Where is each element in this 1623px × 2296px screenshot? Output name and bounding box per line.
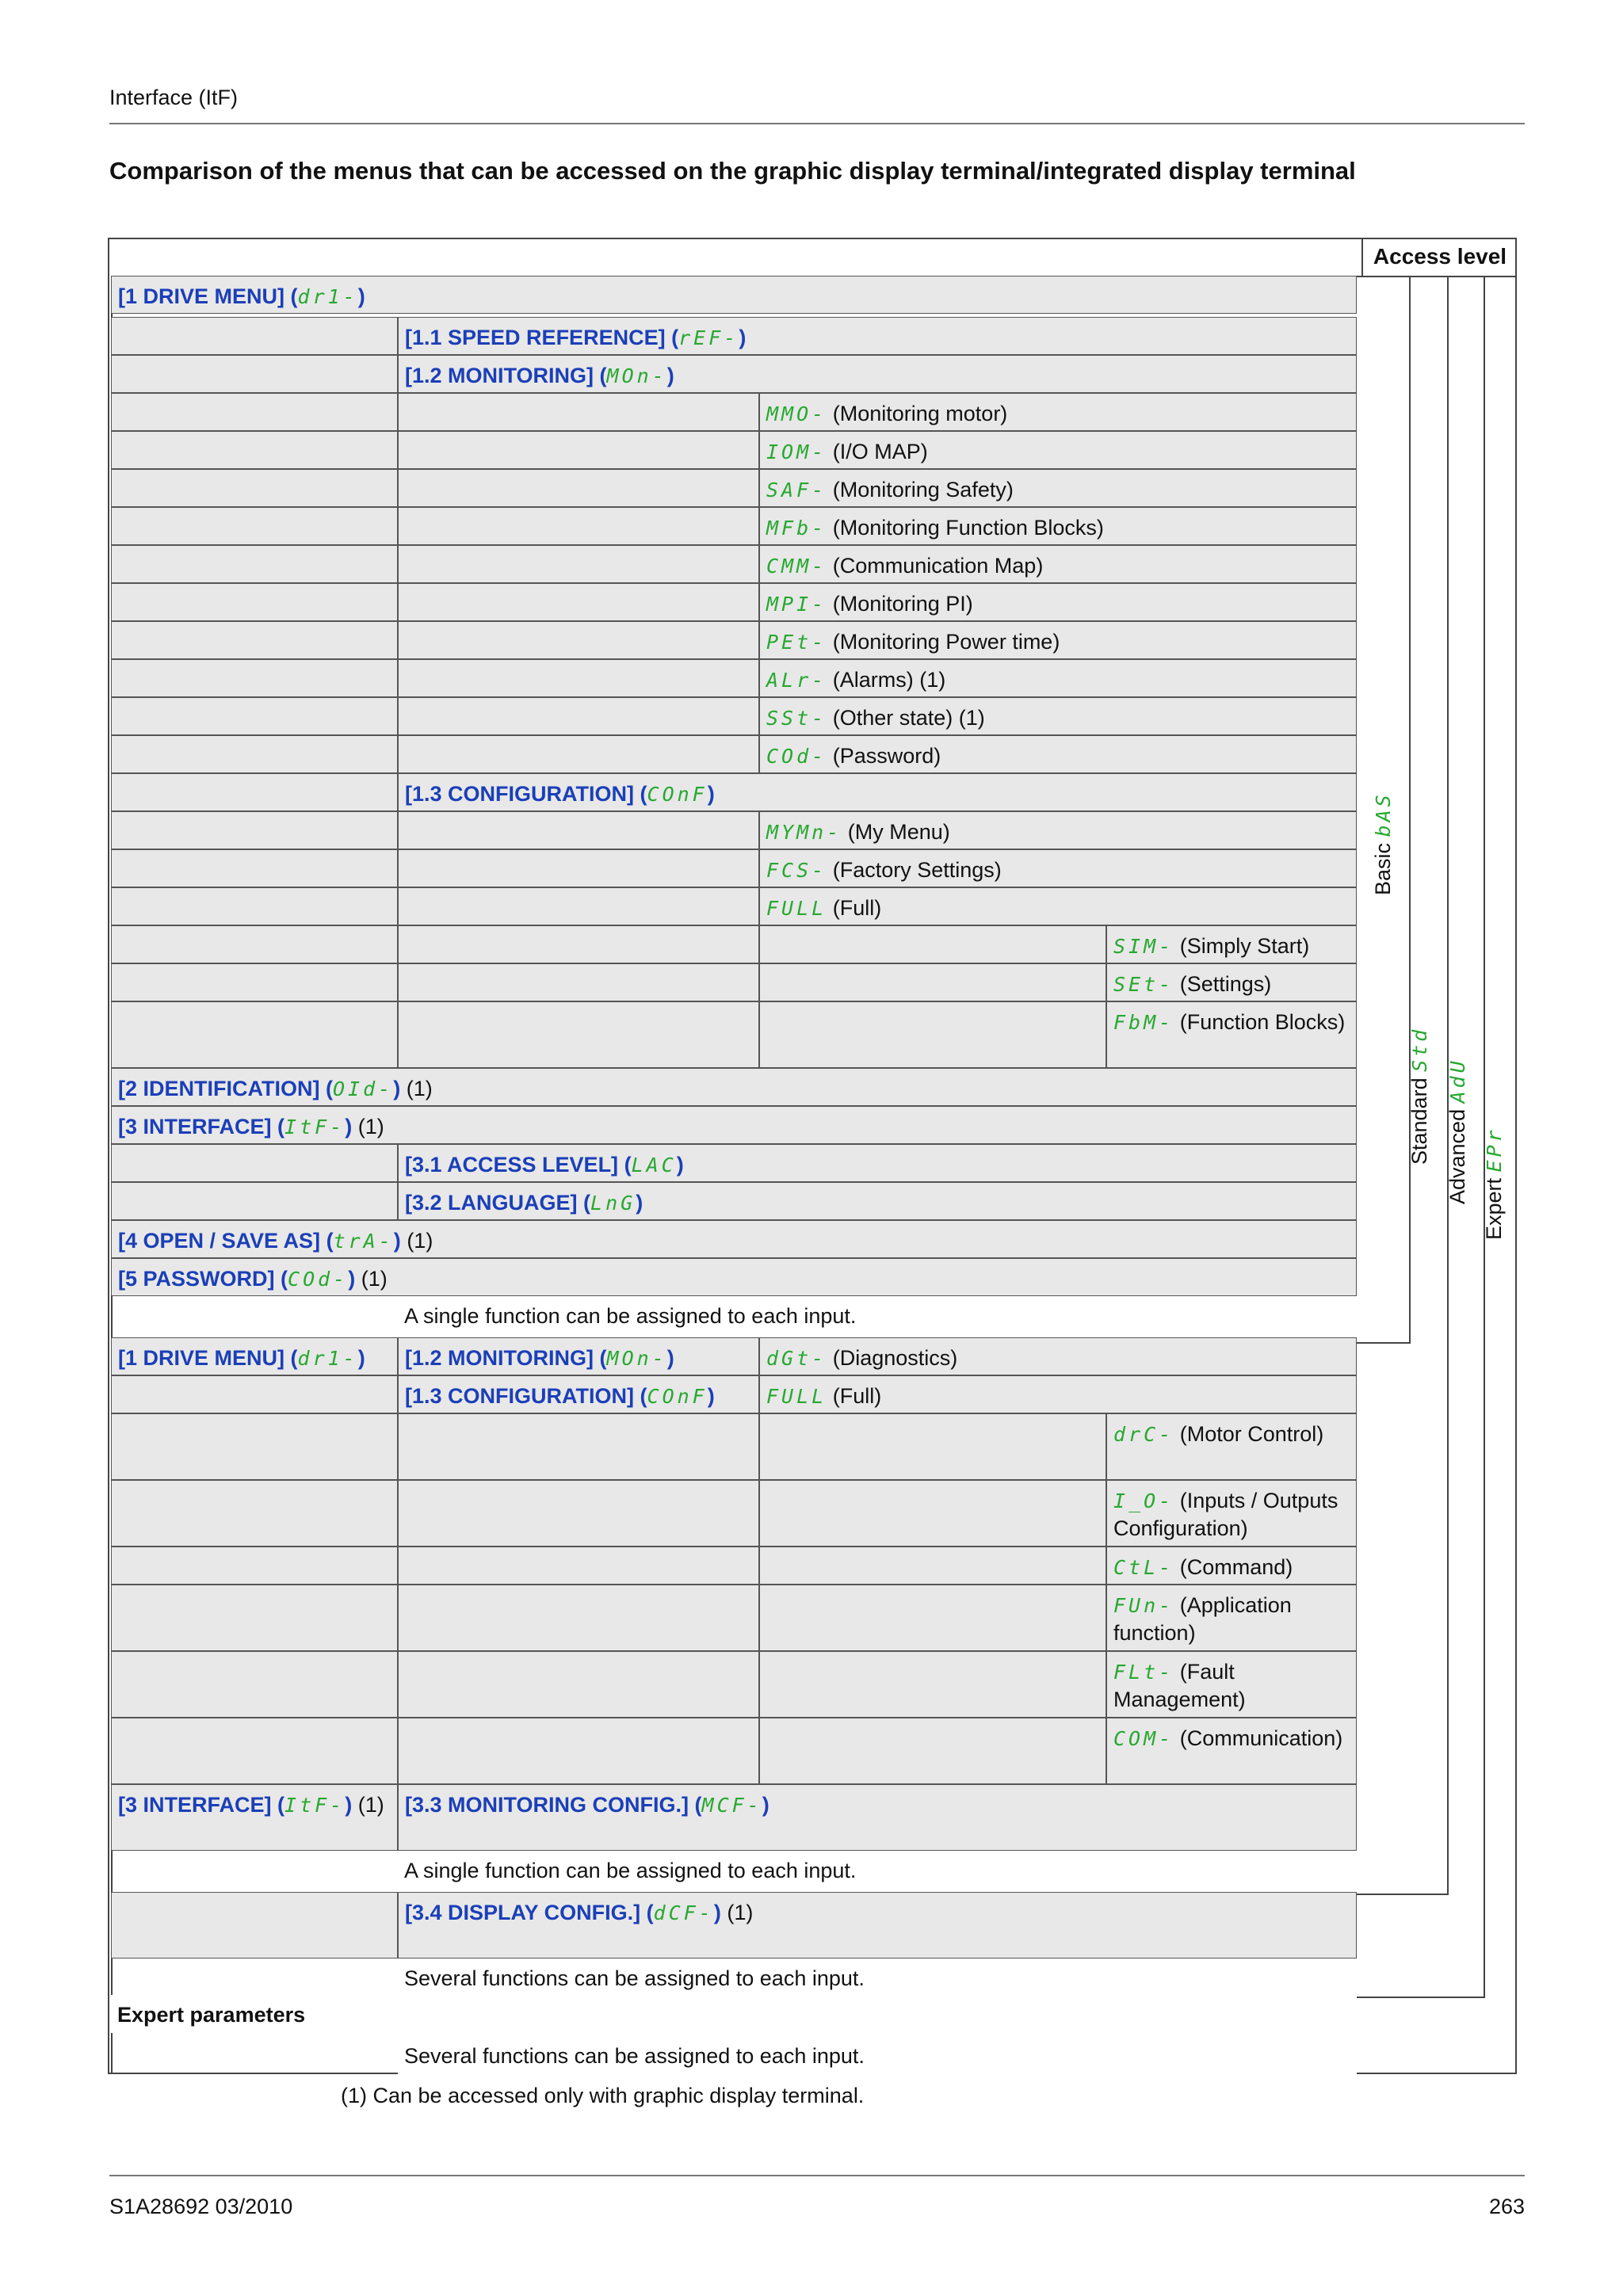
empty-cell (111, 1480, 398, 1547)
table-cell (759, 621, 1357, 659)
table-cell: [3 INTERFACE] (ItF-) (1) (111, 1784, 398, 1851)
menu-code: FLt- (1113, 1661, 1174, 1684)
empty-cell (111, 1375, 398, 1413)
table-cell (759, 811, 1357, 849)
menu-code: ItF- (285, 1794, 346, 1817)
table-cell (759, 545, 1357, 583)
table-cell: [3.3 MONITORING CONFIG.] (MCF-) (398, 1784, 1357, 1851)
footnote-ref: (1) (357, 1115, 384, 1138)
empty-cell (111, 963, 398, 1001)
menu-description: (Function Blocks) (1179, 1010, 1346, 1034)
menu-title: [1 DRIVE MENU] (118, 1346, 285, 1370)
menu-code: SIM- (1113, 935, 1174, 958)
menu-description: (Monitoring Function Blocks) (832, 516, 1104, 540)
empty-cell (398, 659, 759, 697)
menu-code: drC- (1113, 1423, 1174, 1446)
page-title: Comparison of the menus that can be accessed on the graphic display terminal/integrated display terminal (109, 157, 1356, 185)
table-cell (759, 583, 1357, 621)
empty-cell (759, 1547, 1106, 1585)
empty-cell (111, 1547, 398, 1585)
menu-code: LnG (590, 1192, 636, 1215)
level-label-basic: Basic bAS (1371, 791, 1395, 895)
document-id: S1A28692 03/2010 (109, 2195, 293, 2218)
empty-cell (759, 1413, 1106, 1480)
menu-code: FUn- (1113, 1594, 1174, 1617)
table-cell (1106, 1547, 1357, 1585)
menu-code: MYMn- (766, 821, 842, 844)
table-cell (759, 849, 1357, 887)
row-text: Several functions can be assigned to each input. (404, 2044, 865, 2068)
table-cell (1106, 963, 1357, 1001)
empty-cell (111, 811, 398, 849)
menu-title: [5 PASSWORD] (118, 1267, 275, 1291)
menu-code: MOn- (606, 364, 667, 387)
empty-cell (111, 393, 398, 431)
menu-code: rEF- (678, 326, 739, 349)
menu-description: (Alarms) (1) (832, 668, 946, 692)
table-cell: [3.1 ACCESS LEVEL] (LAC) (398, 1144, 1357, 1182)
menu-code: COnF (647, 783, 708, 806)
menu-description: (Simply Start) (1179, 934, 1310, 958)
menu-code: MCF- (701, 1794, 762, 1817)
menu-code: dr1- (297, 1347, 358, 1370)
empty-cell (398, 545, 759, 583)
menu-description: (Monitoring PI) (832, 592, 973, 616)
menu-code: COM- (1113, 1727, 1174, 1750)
header-divider (109, 123, 1525, 124)
level-label-expert: Expert EPr (1482, 1127, 1506, 1240)
empty-cell (111, 925, 398, 963)
empty-cell (398, 887, 759, 925)
menu-code: COd- (288, 1268, 349, 1291)
menu-title: [3.4 DISPLAY CONFIG.] (405, 1901, 641, 1924)
table-cell: [1.1 SPEED REFERENCE] (rEF-) (398, 317, 1357, 355)
table-cell (1106, 1001, 1357, 1068)
menu-description: (Full) (832, 896, 882, 920)
footer-divider (109, 2175, 1525, 2176)
menu-description: (Factory Settings) (832, 858, 1002, 882)
table-cell (111, 1995, 1357, 2033)
empty-cell (398, 431, 759, 469)
access-level-header: Access level (1361, 238, 1517, 276)
level-label-standard: Standard Std (1407, 1026, 1431, 1165)
menu-code: COnF (647, 1385, 708, 1408)
menu-code: OId- (333, 1077, 394, 1100)
menu-code: ALr- (766, 669, 827, 692)
menu-description: (My Menu) (847, 820, 950, 844)
empty-cell (398, 925, 759, 963)
menu-title: [4 OPEN / SAVE AS] (118, 1229, 321, 1253)
empty-cell (111, 849, 398, 887)
empty-cell (398, 393, 759, 431)
table-cell (759, 887, 1357, 925)
row-text: A single function can be assigned to each input. (404, 1304, 857, 1328)
table-cell (1106, 1651, 1357, 1718)
empty-cell (111, 1718, 398, 1784)
table-cell: [3.4 DISPLAY CONFIG.] (dCF-) (1) (398, 1892, 1357, 1958)
table-cell (759, 1375, 1357, 1413)
table-cell: [3 INTERFACE] (ItF-) (1) (111, 1106, 1357, 1144)
menu-code: I_O- (1113, 1489, 1174, 1512)
footnote-ref: (1) (406, 1077, 433, 1100)
empty-cell (111, 507, 398, 545)
table-cell (759, 393, 1357, 431)
menu-code: FULL (766, 897, 827, 920)
menu-code: COd- (766, 745, 827, 768)
empty-cell (759, 1651, 1106, 1718)
empty-cell (111, 583, 398, 621)
menu-description: (Settings) (1179, 972, 1272, 996)
empty-cell (111, 1144, 398, 1182)
empty-cell (111, 1001, 398, 1068)
table-cell (1106, 925, 1357, 963)
empty-cell (398, 507, 759, 545)
menu-description: (Communication) (1179, 1726, 1343, 1750)
table-cell: [4 OPEN / SAVE AS] (trA-) (1) (111, 1220, 1357, 1258)
page-header: Interface (ItF) (109, 86, 239, 109)
menu-title: [3 INTERFACE] (118, 1115, 272, 1138)
table-cell: [1.2 MONITORING] (MOn-) (398, 355, 1357, 393)
menu-description: (Password) (832, 744, 941, 768)
menu-code: SSt- (766, 707, 827, 730)
menu-code: FCS- (766, 859, 827, 882)
empty-cell (111, 773, 398, 811)
table-cell (1106, 1480, 1357, 1547)
table-cell: [2 IDENTIFICATION] (OId-) (1) (111, 1068, 1357, 1106)
footnote-ref: (1) (361, 1267, 388, 1291)
menu-description: (Fault Management) (1113, 1660, 1246, 1711)
empty-cell (398, 583, 759, 621)
table-cell (759, 735, 1357, 773)
footnote-ref: (1) (407, 1229, 433, 1253)
empty-cell (111, 887, 398, 925)
menu-code: MPI- (766, 593, 827, 616)
empty-cell (111, 317, 398, 355)
menu-title: [1.1 SPEED REFERENCE] (405, 326, 666, 349)
menu-description: (Diagnostics) (832, 1346, 958, 1370)
menu-code: CMM- (766, 555, 827, 578)
menu-description: (Monitoring Power time) (832, 630, 1060, 654)
menu-code: dGt- (766, 1347, 827, 1370)
menu-title: [1.3 CONFIGURATION] (405, 782, 634, 806)
table-cell (1106, 1585, 1357, 1651)
empty-cell (111, 545, 398, 583)
menu-description: (I/O MAP) (832, 440, 928, 463)
footnote-ref: (1) (727, 1901, 754, 1924)
footnote-ref: (1) (357, 1793, 384, 1817)
empty-cell (111, 621, 398, 659)
empty-cell (398, 1480, 759, 1547)
menu-description: (Full) (832, 1384, 882, 1408)
empty-cell (398, 735, 759, 773)
empty-cell (759, 1585, 1106, 1651)
empty-cell (398, 1413, 759, 1480)
table-cell: [5 PASSWORD] (COd-) (1) (111, 1258, 1357, 1296)
empty-cell (111, 659, 398, 697)
empty-cell (398, 811, 759, 849)
menu-code: FbM- (1113, 1011, 1174, 1034)
table-cell (759, 431, 1357, 469)
footnote: (1) Can be accessed only with graphic display terminal. (341, 2084, 865, 2107)
table-cell (759, 507, 1357, 545)
empty-cell (111, 1585, 398, 1651)
empty-cell (111, 697, 398, 735)
menu-description: (Communication Map) (832, 554, 1044, 578)
table-cell (759, 1337, 1357, 1375)
empty-cell (111, 1892, 398, 1958)
menu-description: (Inputs / Outputs Configuration) (1113, 1489, 1338, 1540)
empty-cell (759, 1718, 1106, 1784)
empty-cell (759, 1480, 1106, 1547)
empty-cell (398, 621, 759, 659)
table-cell (398, 1851, 1357, 1889)
empty-cell (111, 355, 398, 393)
table-cell: [1 DRIVE MENU] (dr1-) (111, 1337, 398, 1375)
table-cell (759, 697, 1357, 735)
empty-cell (398, 963, 759, 1001)
menu-title: [3.1 ACCESS LEVEL] (405, 1153, 619, 1177)
level-label-advanced: Advanced AdU (1445, 1058, 1469, 1204)
empty-cell (398, 1651, 759, 1718)
empty-cell (111, 431, 398, 469)
menu-code: LAC (631, 1154, 677, 1177)
table-cell: [1.2 MONITORING] (MOn-) (398, 1337, 759, 1375)
table-cell: [1.3 CONFIGURATION] (COnF) (398, 773, 1357, 811)
empty-cell (111, 1413, 398, 1480)
empty-cell (759, 963, 1106, 1001)
empty-cell (111, 1182, 398, 1220)
menu-description: (Motor Control) (1179, 1422, 1324, 1446)
empty-cell (398, 1001, 759, 1068)
menu-title: [3.3 MONITORING CONFIG.] (405, 1793, 689, 1817)
empty-cell (759, 1001, 1106, 1068)
menu-code: dr1- (297, 285, 358, 308)
row-text: Several functions can be assigned to each input. (404, 1966, 865, 1990)
empty-cell (111, 735, 398, 773)
table-cell: [3.2 LANGUAGE] (LnG) (398, 1182, 1357, 1220)
empty-cell (398, 1585, 759, 1651)
page-number: 263 (1488, 2195, 1525, 2218)
table-cell: [1.3 CONFIGURATION] (COnF) (398, 1375, 759, 1413)
table-cell (1106, 1718, 1357, 1784)
menu-code: PEt- (766, 631, 827, 654)
menu-code: dCF- (653, 1901, 714, 1924)
row-text: A single function can be assigned to each input. (404, 1859, 857, 1882)
menu-title: [1 DRIVE MENU] (118, 284, 285, 308)
menu-description: (Application function) (1113, 1593, 1292, 1645)
menu-title: [1.2 MONITORING] (405, 364, 594, 387)
menu-code: MOn- (606, 1347, 667, 1370)
menu-description: (Monitoring motor) (832, 402, 1008, 425)
empty-cell (111, 1651, 398, 1718)
menu-code: SAF- (766, 479, 827, 502)
menu-code: ItF- (285, 1116, 346, 1138)
empty-cell (398, 697, 759, 735)
table-cell (1106, 1413, 1357, 1480)
menu-code: MMO- (766, 402, 827, 425)
menu-code: FULL (766, 1385, 827, 1408)
menu-code: trA- (333, 1230, 394, 1253)
menu-title: [2 IDENTIFICATION] (118, 1077, 320, 1100)
empty-cell (398, 849, 759, 887)
table-cell (759, 659, 1357, 697)
menu-code: IOM- (766, 441, 827, 463)
menu-description: (Monitoring Safety) (832, 478, 1014, 502)
menu-code: SEt- (1113, 973, 1174, 996)
table-cell: [1 DRIVE MENU] (dr1-) (111, 276, 1357, 314)
menu-title: [3 INTERFACE] (118, 1793, 272, 1817)
empty-cell (398, 1547, 759, 1585)
menu-title: [3.2 LANGUAGE] (405, 1191, 578, 1215)
row-text: Expert parameters (117, 2003, 306, 2027)
table-cell (398, 1296, 1357, 1334)
menu-description: (Command) (1179, 1555, 1293, 1579)
menu-code: CtL- (1113, 1556, 1174, 1579)
menu-title: [1.2 MONITORING] (405, 1346, 594, 1370)
empty-cell (398, 1718, 759, 1784)
menu-description: (Other state) (1) (832, 706, 985, 730)
empty-cell (111, 469, 398, 507)
table-cell (759, 469, 1357, 507)
table-cell (398, 2036, 1357, 2074)
empty-cell (759, 925, 1106, 963)
table-cell (398, 1958, 1357, 1997)
empty-cell (398, 469, 759, 507)
menu-title: [1.3 CONFIGURATION] (405, 1384, 634, 1408)
menu-code: MFb- (766, 517, 827, 540)
